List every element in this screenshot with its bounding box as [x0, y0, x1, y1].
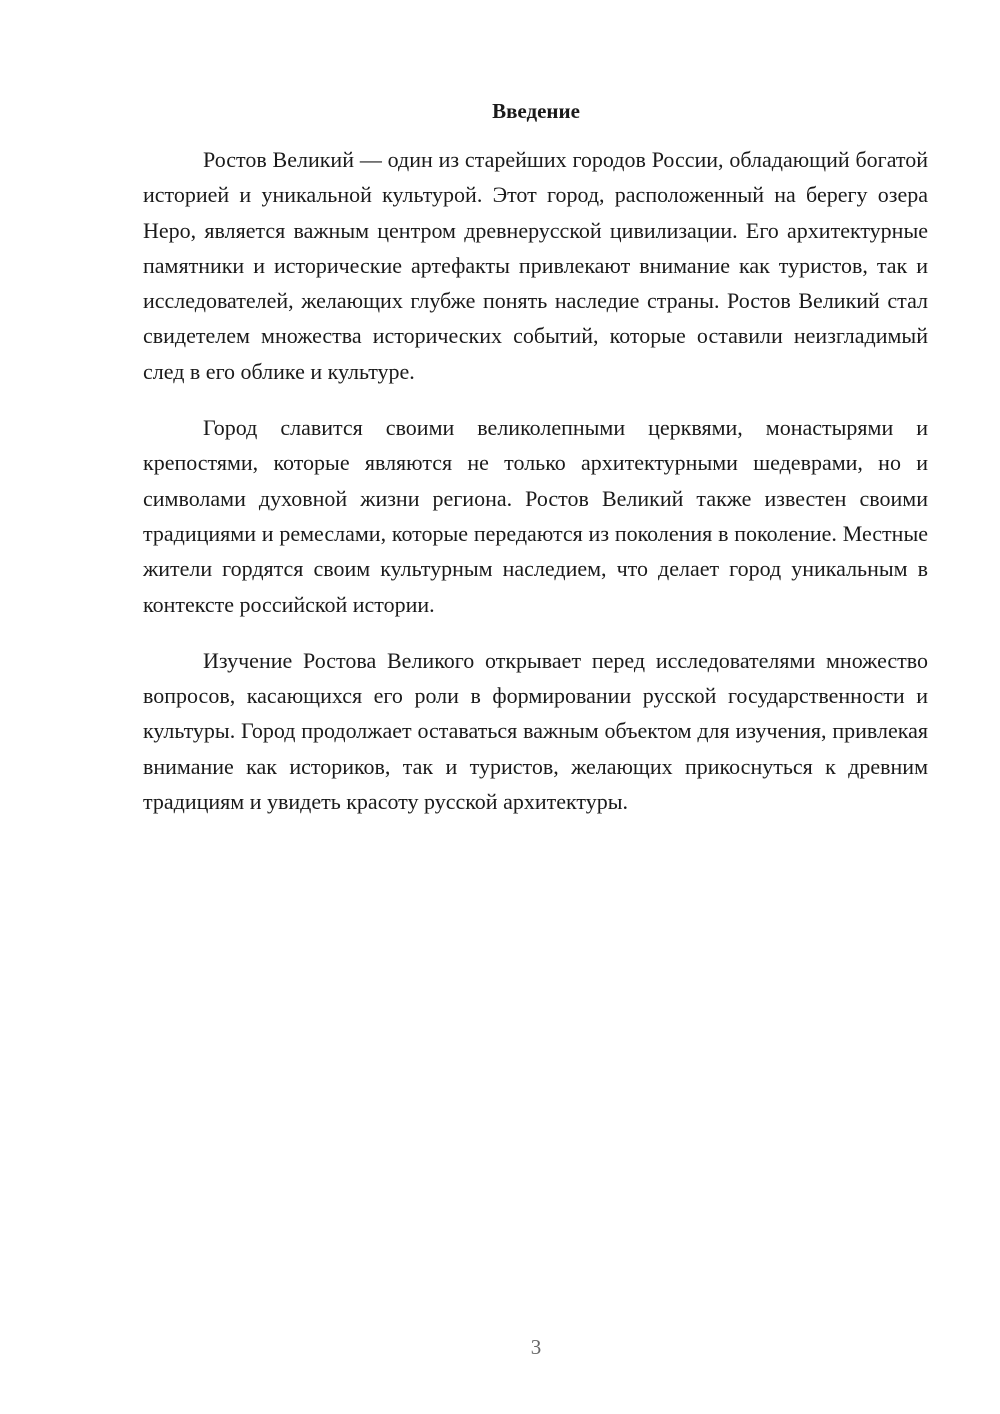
page-title: Введение — [492, 99, 580, 123]
page-number: 3 — [530, 1335, 542, 1359]
body-text — [143, 142, 928, 840]
paragraph-2: Город славится своими великолепными церквями, монастырями и крепостями, которые являются не только архитектурными шедеврами, но и символами духовной жизни региона. Ростов Великий также известен своими традициями и ремеслами, которые передаются из поколения в поколение. Местные жители гордятся своим культурным наследием, что делает город уникальным в контексте российской истории. — [143, 415, 928, 617]
paragraph-1: Ростов Великий — один из старейших городов России, обладающий богатой историей и уникальной культурой. Этот город, расположенный на берегу озера Неро, является важным центром древнерусской цивилизации. Его архитектурные памятники и исторические артефакты привлекают внимание как туристов, так и исследователей, желающих глубже понять наследие страны. Ростов Великий стал свидетелем множества исторических событий, которые оставили неизгладимый след в его облике и культуре. — [143, 147, 928, 384]
paragraph-3: Изучение Ростова Великого открывает перед исследователями множество вопросов, касающихся его роли в формировании русской государственности и культуры. Город продолжает оставаться важным объектом для изучения, привлекая внимание как историков, так и туристов, желающих прикоснуться к древним традициям и увидеть красоту русской архитектуры. — [143, 647, 928, 815]
